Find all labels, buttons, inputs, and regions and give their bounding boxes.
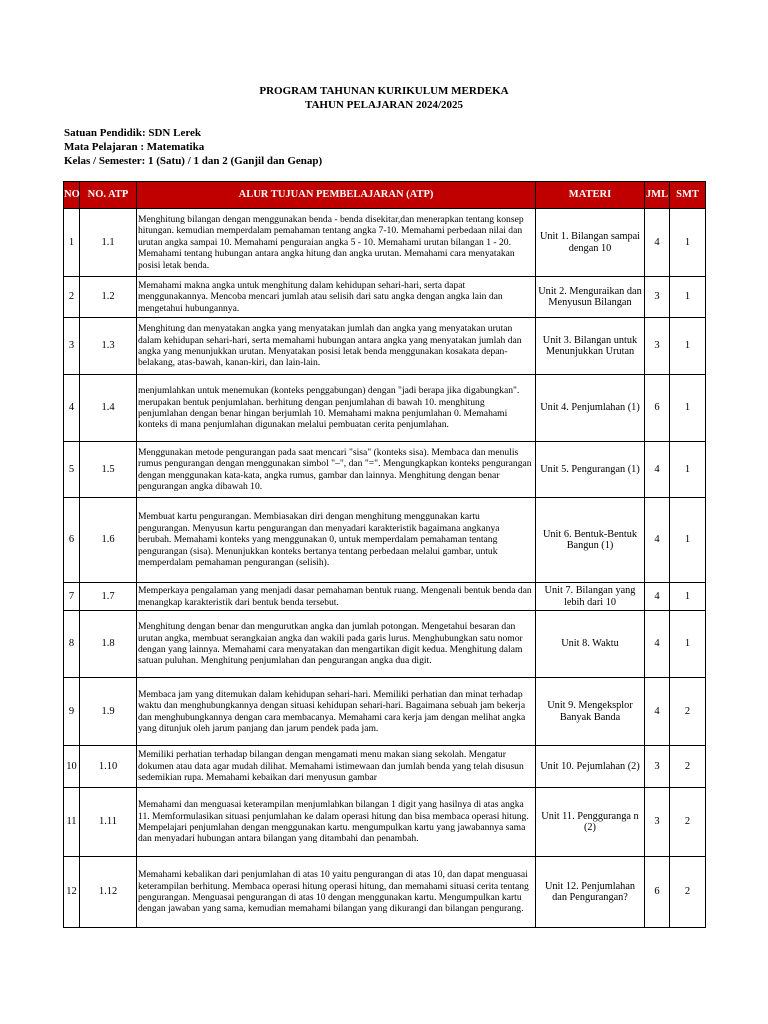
row-atp-text: Menghitung dan menyatakan angka yang menyatakan jumlah dan angka yang menyatakan urutan dalam kehidupan sehari-hari, serta memahami hubungan antara angka yang menyatakan jumlah dan angka yang menunjukkan urutan. Menyatakan posisi letak benda menggunakan kosakata depan-belakang, atas-bawah, kanan-kiri, dan lain-lain. bbox=[137, 318, 536, 375]
table-row bbox=[64, 611, 706, 678]
table-row bbox=[64, 498, 706, 583]
header-smt: SMT bbox=[670, 182, 706, 209]
row-no: 5 bbox=[64, 442, 80, 498]
row-smt: 2 bbox=[670, 678, 706, 746]
row-jml: 3 bbox=[645, 277, 670, 318]
row-no: 10 bbox=[64, 746, 80, 788]
row-jml: 4 bbox=[645, 611, 670, 678]
row-jml: 4 bbox=[645, 583, 670, 611]
header-jml: JML bbox=[645, 182, 670, 209]
row-atp-text: Menghitung dengan benar dan mengurutkan angka dan jumlah potongan. Mengetahui besaran dan urutan angka, membuat serangkaian angka dan wakili pada garis lurus. Menghubungkan satu nomor dengan yang lainnya. Memahami cara menyatakan dan mengartikan digit kedua. Menghitung dalam satuan puluhan. Menghitung penjumlahan dan pengurangan angka dua digit. bbox=[137, 611, 536, 678]
table-row bbox=[64, 678, 706, 746]
row-atp-no: 1.4 bbox=[80, 375, 137, 442]
table-row bbox=[64, 583, 706, 611]
row-atp-no: 1.1 bbox=[80, 209, 137, 277]
row-atp-no: 1.8 bbox=[80, 611, 137, 678]
row-materi: Unit 11. Pengguranga n (2) bbox=[536, 788, 645, 857]
row-no: 4 bbox=[64, 375, 80, 442]
row-jml: 6 bbox=[645, 857, 670, 928]
row-jml: 3 bbox=[645, 788, 670, 857]
row-atp-text: Membuat kartu pengurangan. Membiasakan diri dengan menghitung menggunakan kartu pengurangan. Menyusun kartu pengurangan dan menyadari karakteristik bagaimana angkanya berubah. Memahami konteks yang menggunakan 0, untuk memperdalam pemahaman tentang pengurangan (sisa). Menunjukkan konteks bertanya tentang perbedaan melalui gambar, untuk memperdalam pemahaman pengurangan (selisih). bbox=[137, 498, 536, 583]
row-smt: 2 bbox=[670, 788, 706, 857]
row-atp-no: 1.5 bbox=[80, 442, 137, 498]
row-atp-no: 1.7 bbox=[80, 583, 137, 611]
row-atp-text: menjumlahkan untuk menemukan (konteks penggabungan) dengan "jadi berapa jika digabungkan". merupakan bentuk penjumlahan. berhitung dengan penjumlahan di bawah 10. menghitung penjumlahan dengan benar hingan berjumlah 10. Memahami makna penjumlahan 0. Memahami konteks di mana penjumlahan digunakan melalui pembuatan cerita penjumlahan. bbox=[137, 375, 536, 442]
row-jml: 4 bbox=[645, 209, 670, 277]
row-materi: Unit 4. Penjumlahan (1) bbox=[536, 375, 645, 442]
row-no: 6 bbox=[64, 498, 80, 583]
row-atp-text: Menggunakan metode pengurangan pada saat mencari "sisa" (konteks sisa). Membaca dan menulis rumus pengurangan dengan menggunakan simbol "–", dan "=". Mengungkapkan konteks pengurangan dengan menggunakan kata-kata, angka rumus, gambar dan lainnya. Menghitung dengan benar pengurangan angka dibawah 10. bbox=[137, 442, 536, 498]
row-smt: 1 bbox=[670, 583, 706, 611]
row-atp-text: Memahami dan menguasai keterampilan menjumlahkan bilangan 1 digit yang hasilnya di atas angka 11. Memformulasikan situasi penjumlahan ke dalam operasi hitung dan bisa membaca operasi hitung. Mempelajari penjumlahan dengan menggunakan kartu. mengumpulkan kartu yang jawabannya sama dan menyadari hubungan antara bilangan yang ditambahi dan penambah. bbox=[137, 788, 536, 857]
row-atp-text: Memperkaya pengalaman yang menjadi dasar pemahaman bentuk ruang. Mengenali bentuk benda dan menangkap karakteristik dari bentuk benda tersebut. bbox=[137, 583, 536, 611]
row-smt: 1 bbox=[670, 442, 706, 498]
row-no: 2 bbox=[64, 277, 80, 318]
table-row bbox=[64, 318, 706, 375]
row-materi: Unit 12. Penjumlahan dan Pengurangan? bbox=[536, 857, 645, 928]
row-no: 11 bbox=[64, 788, 80, 857]
table-row bbox=[64, 857, 706, 928]
table-header-row bbox=[64, 182, 706, 209]
row-jml: 3 bbox=[645, 746, 670, 788]
row-atp-no: 1.6 bbox=[80, 498, 137, 583]
row-materi: Unit 7. Bilangan yang lebih dari 10 bbox=[536, 583, 645, 611]
row-no: 7 bbox=[64, 583, 80, 611]
header-atp-no: NO. ATP bbox=[80, 182, 137, 209]
row-atp-text: Memiliki perhatian terhadap bilangan dengan mengamati menu makan siang sekolah. Mengatur dokumen atau data agar mudah dilihat. Memahami istimewaan dan jumlah benda yang telah disusun sedemikian rupa. Memahami kebaikan dari menyusun gambar bbox=[137, 746, 536, 788]
table-row bbox=[64, 442, 706, 498]
row-atp-text: Menghitung bilangan dengan menggunakan benda - benda disekitar,dan menerapkan tentang konsep hitungan. kemudian memperdalam pemahaman tentang angka 7-10. Memahami perbedaan nilai dan urutan angka sampai 10. Memahami penguraian angka 5 - 10. Memahami urutan bilangan 1 - 20. Memahami tentang hubungan antara angka hitung dan angka urutan. Memahami cara menyatakan posisi letak benda. bbox=[137, 209, 536, 277]
row-smt: 1 bbox=[670, 277, 706, 318]
program-table bbox=[63, 181, 706, 928]
row-materi: Unit 5. Pengurangan (1) bbox=[536, 442, 645, 498]
document-subtitle: TAHUN PELAJARAN 2024/2025 bbox=[304, 99, 464, 111]
row-smt: 1 bbox=[670, 611, 706, 678]
table-row bbox=[64, 746, 706, 788]
row-jml: 6 bbox=[645, 375, 670, 442]
table-row bbox=[64, 788, 706, 857]
row-materi: Unit 1. Bilangan sampai dengan 10 bbox=[536, 209, 645, 277]
document-title: PROGRAM TAHUNAN KURIKULUM MERDEKA bbox=[259, 85, 509, 97]
row-atp-no: 1.2 bbox=[80, 277, 137, 318]
row-smt: 1 bbox=[670, 209, 706, 277]
row-materi: Unit 8. Waktu bbox=[536, 611, 645, 678]
row-atp-no: 1.9 bbox=[80, 678, 137, 746]
row-atp-text: Membaca jam yang ditemukan dalam kehidupan sehari-hari. Memiliki perhatian dan minat terhadap waktu dan menghubungkannya dengan situasi kehidupan sehari-hari. Bagaimana sebuah jam bekerja dan menghubungkannya dengan cara membacanya. Memahami cara kerja jam dengan melihat angka yang ditunjuk oleh jarum panjang dan jarum pendek pada jam. bbox=[137, 678, 536, 746]
row-smt: 1 bbox=[670, 375, 706, 442]
row-materi: Unit 9. Mengeksplor Banyak Banda bbox=[536, 678, 645, 746]
row-materi: Unit 6. Bentuk-Bentuk Bangun (1) bbox=[536, 498, 645, 583]
row-atp-text: Memahami makna angka untuk menghitung dalam kehidupan sehari-hari, serta dapat menggunakannya. Mencoba mencari jumlah atau selisih dari satu angka dengan angka lain dan mengetahui hubungannya. bbox=[137, 277, 536, 318]
header-atp: ALUR TUJUAN PEMBELAJARAN (ATP) bbox=[137, 182, 536, 209]
row-jml: 4 bbox=[645, 442, 670, 498]
row-materi: Unit 10. Pejumlahan (2) bbox=[536, 746, 645, 788]
row-no: 8 bbox=[64, 611, 80, 678]
header-no: NO bbox=[64, 182, 80, 209]
table-row bbox=[64, 209, 706, 277]
row-atp-no: 1.11 bbox=[80, 788, 137, 857]
row-atp-no: 1.3 bbox=[80, 318, 137, 375]
school-info: Satuan Pendidik: SDN Lerek bbox=[64, 127, 202, 139]
row-atp-text: Memahami kebalikan dari penjumlahan di atas 10 yaitu pengurangan di atas 10, dan dapat menguasai keterampilan berhitung. Membaca operasi hitung operasi hitung, dan memahami situasi cerita tentang pengurangan. Menguasai pengurangan di atas 10 dengan menggunakan kartu. Mengumpulkan kartu dengan jawaban yang sama, kemudian memahami bilangan yang dikurangi dan bilangan pengurang. bbox=[137, 857, 536, 928]
row-no: 9 bbox=[64, 678, 80, 746]
row-no: 1 bbox=[64, 209, 80, 277]
row-no: 3 bbox=[64, 318, 80, 375]
table-row bbox=[64, 277, 706, 318]
row-jml: 4 bbox=[645, 678, 670, 746]
row-atp-no: 1.10 bbox=[80, 746, 137, 788]
row-materi: Unit 3. Bilangan untuk Menunjukkan Urutan bbox=[536, 318, 645, 375]
row-jml: 4 bbox=[645, 498, 670, 583]
table-row bbox=[64, 375, 706, 442]
row-materi: Unit 2. Menguraikan dan Menyusun Bilangan bbox=[536, 277, 645, 318]
row-smt: 2 bbox=[670, 746, 706, 788]
row-smt: 2 bbox=[670, 857, 706, 928]
row-no: 12 bbox=[64, 857, 80, 928]
subject-info: Mata Pelajaran : Matematika bbox=[64, 141, 205, 153]
row-jml: 3 bbox=[645, 318, 670, 375]
row-smt: 1 bbox=[670, 498, 706, 583]
row-atp-no: 1.12 bbox=[80, 857, 137, 928]
header-materi: MATERI bbox=[536, 182, 645, 209]
row-smt: 1 bbox=[670, 318, 706, 375]
class-semester-info: Kelas / Semester: 1 (Satu) / 1 dan 2 (Ganjil dan Genap) bbox=[64, 155, 323, 167]
